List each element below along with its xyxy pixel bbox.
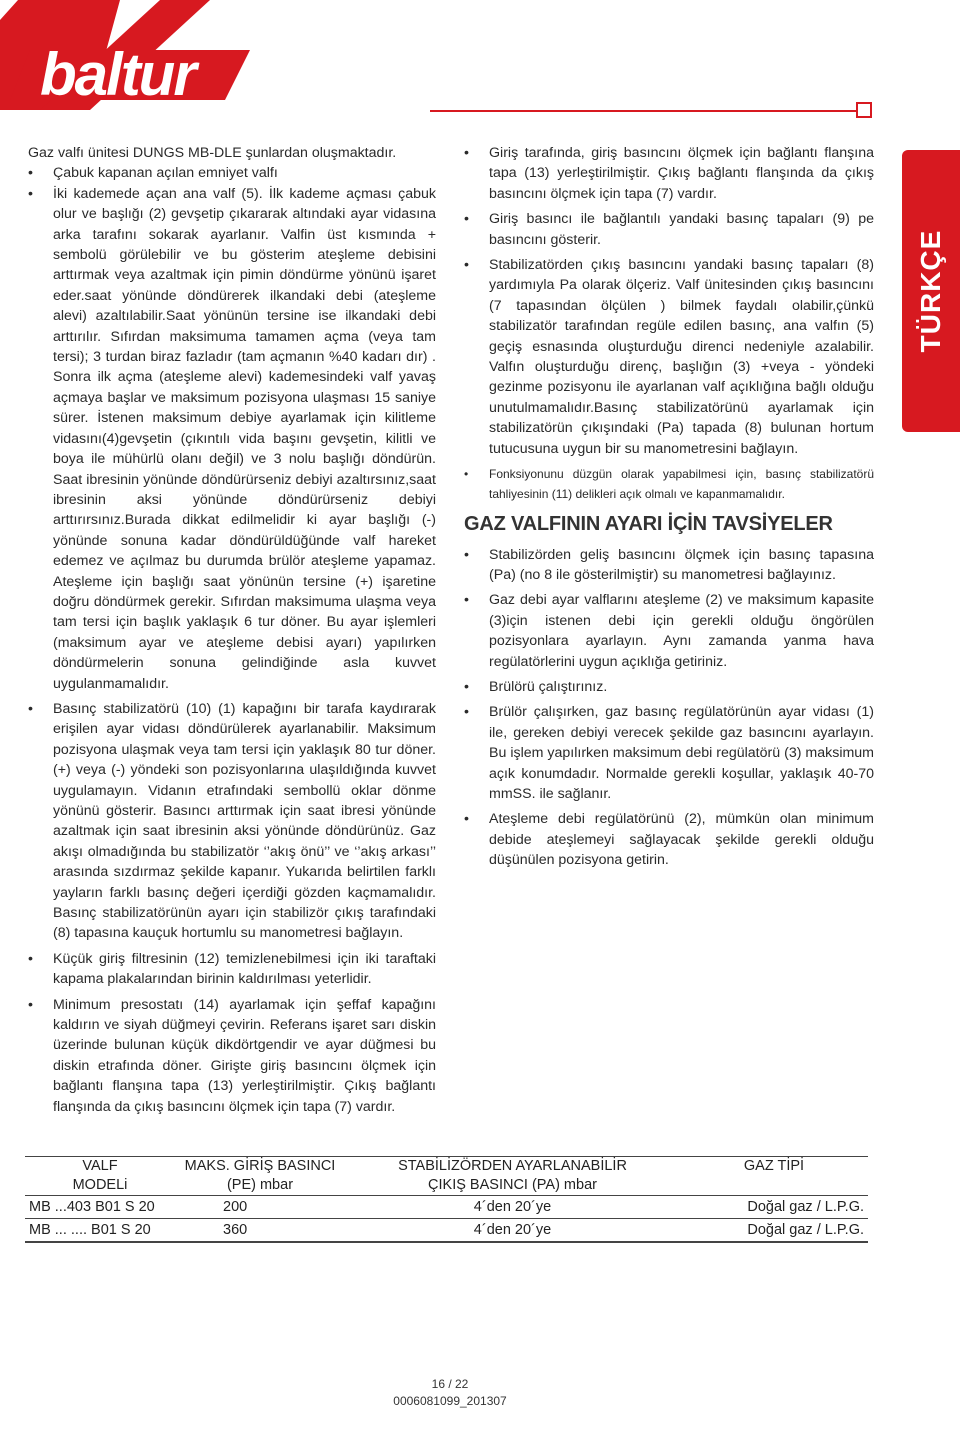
header-line: GAZ TİPİ bbox=[743, 1158, 805, 1174]
cell-model: MB ... .... B01 S 20 bbox=[25, 1219, 175, 1243]
intro-text: Gaz valfı ünitesi DUNGS MB-DLE şunlardan oluşmaktadır. bbox=[28, 145, 397, 161]
corner-square-icon bbox=[856, 102, 872, 118]
cell-outlet-pressure: 4´den 20´ye bbox=[345, 1196, 680, 1219]
table-header-row bbox=[25, 1157, 868, 1196]
header-line: (PE) mbar bbox=[226, 1177, 294, 1193]
logo-band bbox=[0, 0, 960, 110]
recommendations-list bbox=[464, 545, 874, 871]
list-item: • Basınç stabilizatörü (10) (1) kapağını bir tarafa kaydırarak erişilen ayar vidası döndürülerek ayarlanabilir. Maksimum pozisyona ulaşmak veya tam tersi için yaklaşık 80 tur döner. (+) veya (-) yöndeki son pozisyonlarına ulaşıldığında kuvvet uygulamayın. Vidanın etrafındaki sembollü oklar dönme yönünü gösterir. Basıncı arttırmak için saat ibresi yönünde azaltmak için saat ibresinin aksi yönünde döndürünüz. Gaz akışı olmadığında bu stabilizatör ‘’akış önü’’ ve ‘’akış arkası’’ arasında sızdırmaz şekilde kapanır. Yukarıda belirtilen farklı yayların farklı basınç değeri içerdiği gözden kaçmamalıdır. Basınç stabilizatörünün ayarı için stabilizör çıkış tarafındaki (8) tapasına kauçuk hortumlu su manometresi bağlayın. bbox=[28, 699, 436, 944]
section-title: GAZ VALFININ AYARI İÇİN TAVSİYELER bbox=[464, 513, 833, 536]
header-outlet-pressure bbox=[345, 1157, 680, 1196]
table-row bbox=[25, 1219, 868, 1243]
list-item: • Gaz debi ayar valflarını ateşleme (2) ve maksimum kapasite (3)için istenen debi için gerekli olduğu öngörülen pozisyonlara ayarlayın. Aynı zamanda yanma hava regülatörlerini uygun açıklığa getiriniz. bbox=[464, 590, 874, 672]
list-item: • Stabilizatörden çıkış basıncını yandaki basınç tapaları (8) yardımıyla Pa olarak ölçeriz. Valf ünitesinden çıkış basıncını (7 tapasından ölçülen ) bilmek faydalı olabilir,çünkü stabilizatör tarafından regüle edilen basınç, ana valfın (5) geçiş esnasında oluşturduğu direnci nedeniyle azalabilir. Valfın oluşturduğu direnç, başlığın (3) +veya - yöndeki gezinme pozisyonu ile ayarlanan valf açıklığına bağlı olduğu unutulmamalıdır.Basınç stabilizatörünü ayarlamak için stabilizatörün çıkışındaki (Pa) tapada (8) bulunan hortum tutucusuna uygun bir su manometresini bağlayın. bbox=[464, 255, 874, 459]
page-number: 16 / 22 bbox=[431, 1377, 469, 1391]
doc-code: 0006081099_201307 bbox=[393, 1394, 507, 1408]
cell-max-pressure: 200 bbox=[175, 1196, 345, 1219]
header-line: STABİLİZÖRDEN AYARLANABİLİR bbox=[398, 1158, 627, 1174]
list-item: • İki kademede açan ana valf (5). İlk kademe açması çabuk olur ve başlığı (2) gevşetip çıkararak altındaki ayar vidasına arka tarafını sokarak ayarlanır. Valfin üst kısmında + sembolü görülebilir ve bu gösterim ateşleme debisini arttırmak veya azaltmak için pimin döndürme yönünü işaret eder.saat yönünde döndürerek ilkandaki debi (ateşleme alevi) azaltılabilir.Saat yönünün tersine ise ilkandaki debi arttırılır. Sıfırdan maksimuma tamamen açma (veya tam tersi); 3 turdan biraz fazladır (tam açmanın %40 kadarı dır) . Sonra ilk açma (ateşleme alevi) kademesindeki valf yavaş açmaya başlar ve maksimum pozisyona ulaşması 15 saniye sürer. İstenen maksimum debiye ayarlamak için kilitleme vidasını(4)gevşetin (çıkıntılı vida başını gevşetin, kilitli ve boya ile mühürlü olanı değil) ve 3 nolu başlığı döndürün. Saat ibresinin yönünde döndürürseniz debiyi azaltırsınız,saat ibresinin aksi yönünde döndürürseniz debiyi arttırırsınız.Burada dikkat edilmelidir ki ayar başlığı (-) yönünde sonuna kadar döndürüldüğünde valf hareket edemez ve açılmaz bu durumda brülör ateşleme yapamaz. Ateşleme için başlığı saat yönünün tersine (+) işaretine doğru döndürmek gerekir. Sıfırdan maksimuma ulaşma veya tam tersi için başlık yaklaşık 6 tur döner. Bu ayar işlemleri (maksimum ayar ve ateşleme debisi ayarı) yapılırken döndürmelerin sonuna gelindiğinde asla kuvvet uygulanmamalıdır. bbox=[28, 184, 436, 694]
cell-gas-type: Doğal gaz / L.P.G. bbox=[680, 1196, 868, 1219]
header-gas-type bbox=[680, 1157, 868, 1196]
list-item: • Çabuk kapanan açılan emniyet valfı bbox=[28, 163, 436, 183]
list-item: • Giriş tarafında, giriş basıncını ölçmek için bağlantı flanşına tapa (13) yerleştirilmiştir. Çıkış bağlantı flanşında da çıkış basıncını ölçmek için tapa (7) vardır. bbox=[464, 143, 874, 204]
right-list bbox=[464, 143, 874, 504]
cell-outlet-pressure: 4´den 20´ye bbox=[345, 1219, 680, 1243]
header-rule bbox=[430, 110, 860, 112]
left-list bbox=[28, 163, 436, 1117]
right-column bbox=[464, 143, 874, 876]
page-footer bbox=[380, 1376, 520, 1410]
list-item: • Giriş basıncı ile bağlantılı yandaki basınç tapaları (9) pe basıncını gösterir. bbox=[464, 209, 874, 250]
table-row bbox=[25, 1196, 868, 1219]
cell-max-pressure: 360 bbox=[175, 1219, 345, 1243]
header-max-pressure bbox=[175, 1157, 345, 1196]
list-item: • Brülör çalışırken, gaz basınç regülatörünün ayar vidası (1) ile, gereken debiyi verecek şekilde gaz basıncını ayarlayın. Bu işlem yapılırken maksimum debi regülatörü (3) maksimum açık konumdadır. Normalde gerekli koşullar, yaklaşık 40-70 mmSS. ile sağlanır. bbox=[464, 702, 874, 804]
valve-spec-table bbox=[25, 1156, 868, 1243]
list-item: • Küçük giriş filtresinin (12) temizlenebilmesi için iki taraftaki kapama plakalarından birinin kaldırılması yeterlidir. bbox=[28, 949, 436, 990]
language-label: TÜRKÇE bbox=[915, 229, 946, 353]
header-valve-model bbox=[25, 1157, 175, 1196]
cell-model: MB ...403 B01 S 20 bbox=[25, 1196, 175, 1219]
list-item: • Stabilizörden geliş basıncını ölçmek için basınç tapasına (Pa) (no 8 ile gösterilmiştir) su manometresi bağlayınız. bbox=[464, 545, 874, 586]
language-tab bbox=[902, 150, 960, 432]
header-spacer bbox=[680, 1176, 868, 1195]
list-item: • Ateşleme debi regülatörünü (2), mümkün olan minimum debide ateşlemeyi sağlayacak şekilde gerekli olduğu düşünülen pozisyona getirin. bbox=[464, 809, 874, 870]
baltur-logo: baltur bbox=[40, 41, 195, 108]
header-line: MAKS. GİRİŞ BASINCI bbox=[184, 1158, 336, 1174]
left-column bbox=[28, 143, 436, 1122]
cell-gas-type: Doğal gaz / L.P.G. bbox=[680, 1219, 868, 1243]
header-line: MODELi bbox=[72, 1177, 128, 1193]
header-line: VALF bbox=[82, 1158, 118, 1174]
list-item: • Fonksiyonunu düzgün olarak yapabilmesi için, basınç stabilizatörü tahliyesinin (11) delikleri açık olmalı ve kapanmamalıdır. bbox=[464, 464, 874, 504]
header-line: ÇIKIŞ BASINCI (PA) mbar bbox=[428, 1177, 597, 1193]
list-item: • Minimum presostatı (14) ayarlamak için şeffaf kapağını kaldırın ve siyah düğmeyi çevirin. Referans işaret sarı diskin üzerinde bulunan küçük dikdörtgendir ve ayar düğmesi bu diskin etrafında döner. Girişte giriş basıncını ölçmek için bağlantı flanşına tapa (13) yerleştirilmiştir. Çıkış bağlantı flanşında da çıkış basıncını ölçmek için tapa (7) vardır. bbox=[28, 995, 436, 1117]
list-item: • Brülörü çalıştırınız. bbox=[464, 677, 874, 697]
